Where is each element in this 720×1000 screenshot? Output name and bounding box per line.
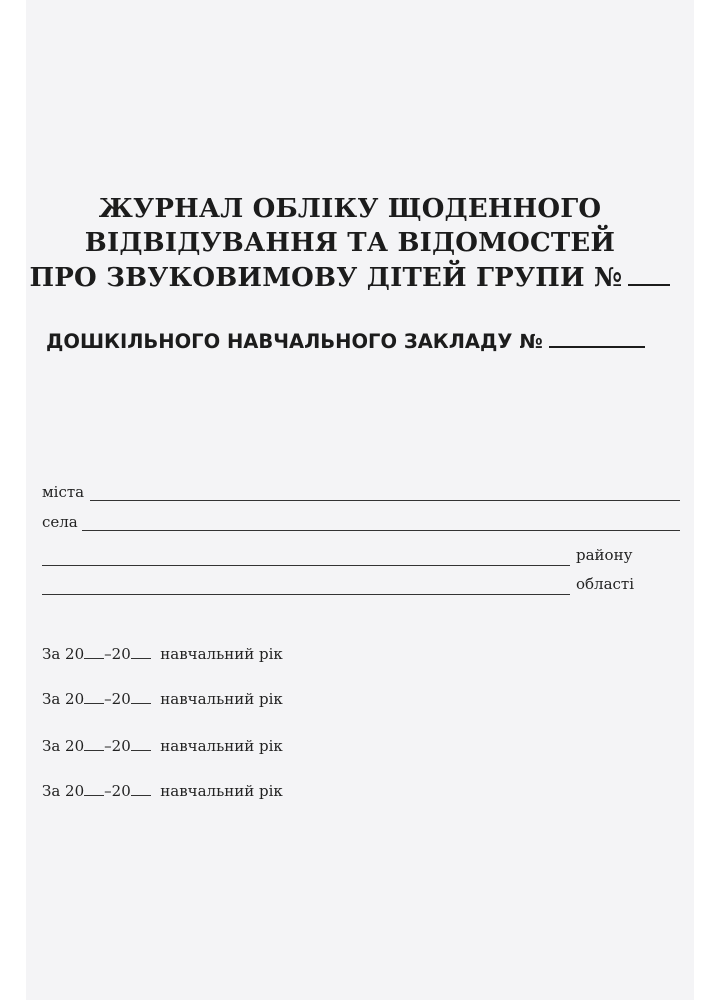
city-blank[interactable] xyxy=(90,500,680,501)
year-end-blank[interactable] xyxy=(131,645,151,659)
year-start-blank[interactable] xyxy=(84,737,104,751)
region-blank[interactable] xyxy=(42,594,570,595)
institution-line xyxy=(46,328,645,353)
year-end-blank[interactable] xyxy=(131,737,151,751)
year-dash: –20 xyxy=(104,737,131,755)
region-label: області xyxy=(576,575,635,593)
year-suffix: навчальний рік xyxy=(160,645,283,663)
year-start-blank[interactable] xyxy=(84,690,104,704)
academic-year-line-3 xyxy=(42,737,283,755)
village-blank[interactable] xyxy=(82,530,680,531)
title-line-3-text: ПРО ЗВУКОВИМОВУ ДІТЕЙ ГРУПИ № xyxy=(29,263,623,293)
year-start-blank[interactable] xyxy=(84,645,104,659)
institution-label: ДОШКІЛЬНОГО НАВЧАЛЬНОГО ЗАКЛАДУ № xyxy=(46,330,543,353)
city-label: міста xyxy=(42,483,85,501)
year-dash: –20 xyxy=(104,645,131,663)
year-prefix: За 20 xyxy=(42,645,85,663)
group-number-blank[interactable] xyxy=(628,260,670,286)
year-prefix: За 20 xyxy=(42,690,85,708)
institution-number-blank[interactable] xyxy=(549,328,645,348)
district-label: району xyxy=(576,546,633,564)
academic-year-line-4 xyxy=(42,782,283,800)
year-prefix: За 20 xyxy=(42,737,85,755)
year-suffix: навчальний рік xyxy=(160,690,283,708)
year-start-blank[interactable] xyxy=(84,782,104,796)
year-end-blank[interactable] xyxy=(131,690,151,704)
document-title xyxy=(0,192,700,295)
academic-year-line-2 xyxy=(42,690,283,708)
year-suffix: навчальний рік xyxy=(160,737,283,755)
year-dash: –20 xyxy=(104,690,131,708)
year-end-blank[interactable] xyxy=(131,782,151,796)
title-line-2: ВІДВІДУВАННЯ ТА ВІДОМОСТЕЙ xyxy=(84,228,616,258)
year-suffix: навчальний рік xyxy=(160,782,283,800)
year-dash: –20 xyxy=(104,782,131,800)
title-line-1: ЖУРНАЛ ОБЛІКУ ЩОДЕННОГО xyxy=(98,194,602,224)
academic-year-line-1 xyxy=(42,645,283,663)
year-prefix: За 20 xyxy=(42,782,85,800)
title-line-3 xyxy=(0,260,700,295)
district-blank[interactable] xyxy=(42,565,570,566)
village-label: села xyxy=(42,513,78,531)
